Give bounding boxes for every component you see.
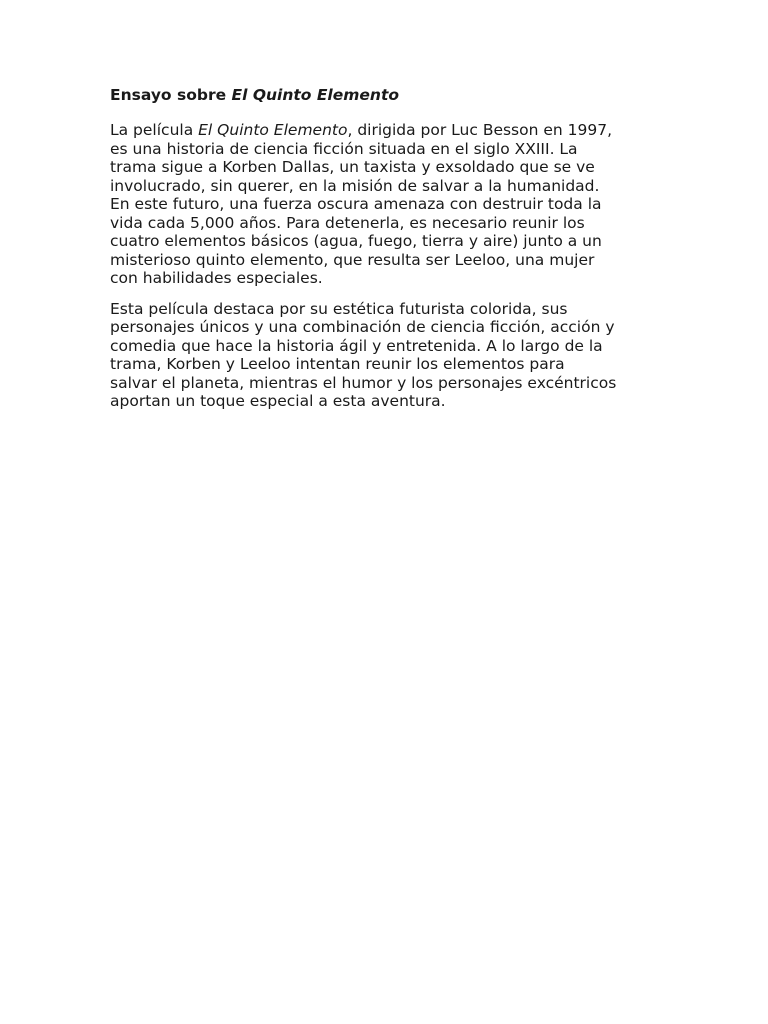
paragraph-1-line-1	[110, 121, 670, 140]
paragraph-1-line-7: cuatro elementos básicos (agua, fuego, tierra y aire) junto a un	[110, 232, 602, 250]
paragraph-1-line-1-prefix: La película	[110, 121, 199, 139]
paragraph-2-line-2: personajes únicos y una combinación de ciencia ficción, acción y	[110, 318, 615, 336]
essay-paragraph-1	[110, 121, 670, 288]
paragraph-2-line-3: comedia que hace la historia ágil y entretenida. A lo largo de la	[110, 336, 603, 355]
paragraph-1-line-4: involucrado, sin querer, en la misión de salvar a la humanidad.	[110, 176, 600, 195]
essay-paragraph-2	[110, 300, 670, 411]
paragraph-2-line-6: aportan un toque especial a esta aventura.	[110, 392, 446, 410]
paragraph-2-line-1: Esta película destaca por su estética futurista colorida, sus	[110, 299, 568, 318]
paragraph-1-line-3: trama sigue a Korben Dallas, un taxista y exsoldado que se ve	[110, 158, 595, 176]
paragraph-1-line-6: vida cada 5,000 años. Para detenerla, es necesario reunir los	[110, 213, 585, 232]
essay-title-prefix: Ensayo sobre	[110, 86, 232, 104]
paragraph-1-line-1-suffix: , dirigida por Luc Besson en 1997,	[347, 121, 613, 139]
paragraph-1-line-8: misterioso quinto elemento, que resulta ser Leeloo, una mujer	[110, 250, 595, 269]
paragraph-1-line-9: con habilidades especiales.	[110, 269, 323, 287]
paragraph-1-line-2: es una historia de ciencia ficción situada en el siglo XXIII. La	[110, 139, 578, 158]
essay-title-film-name: El Quinto Elemento	[231, 86, 399, 104]
paragraph-1-film-name: El Quinto Elemento	[198, 121, 348, 139]
document-page	[110, 84, 670, 423]
paragraph-1-line-5: En este futuro, una fuerza oscura amenaza con destruir toda la	[110, 195, 602, 213]
paragraph-2-line-4: trama, Korben y Leeloo intentan reunir los elementos para	[110, 355, 565, 373]
essay-title	[110, 84, 670, 106]
paragraph-2-line-5: salvar el planeta, mientras el humor y los personajes excéntricos	[110, 373, 617, 392]
